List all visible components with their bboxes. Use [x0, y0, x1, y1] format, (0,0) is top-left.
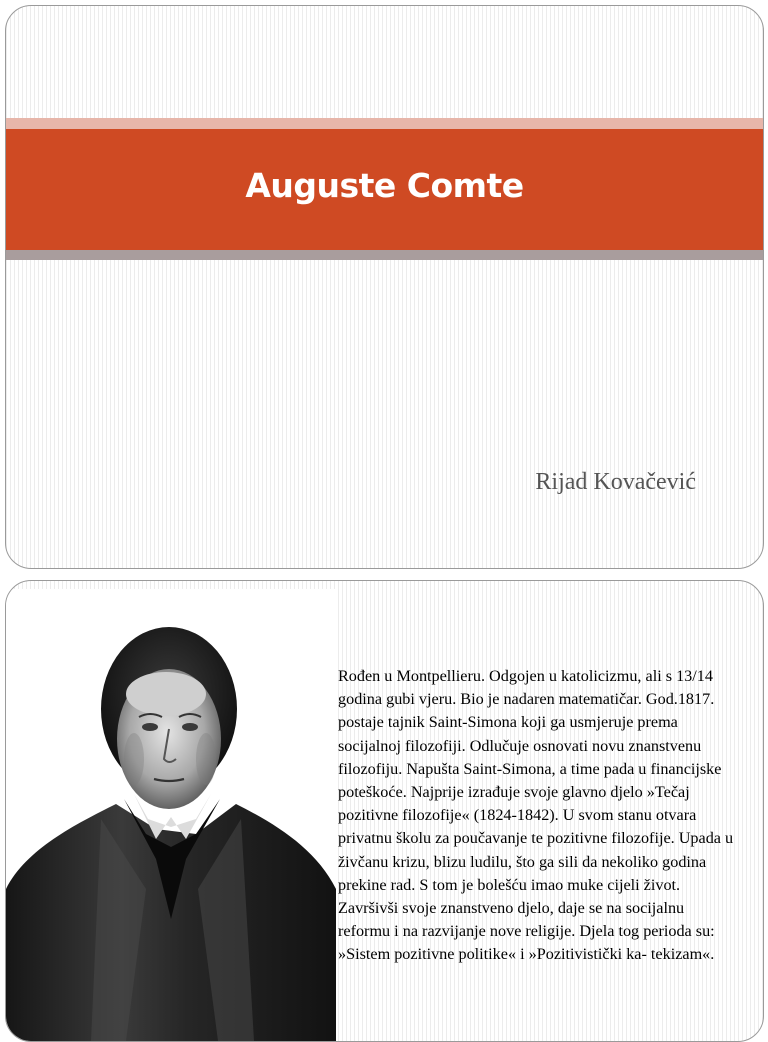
title-slide — [5, 5, 764, 569]
biography-slide — [5, 580, 764, 1042]
author-name: Rijad Kovačević — [535, 469, 696, 495]
portrait-image — [6, 589, 336, 1041]
slide-title: Auguste Comte — [245, 166, 524, 205]
title-band-top-stripe — [6, 118, 763, 129]
title-band-bottom-stripe — [6, 250, 763, 260]
portrait-drawing — [6, 589, 336, 1041]
biography-text: Rođen u Montpellieru. Odgojen u katolicizmu, ali s 13/14 godina gubi vjeru. Bio je nadaren matematičar. God.1817. postaje tajnik Saint-Simona koji ga usmjeruje prema socijalnoj filozofiji. Odlučuje osnovati novu znanstvenu filozofiju. Napušta Saint-Simona, a time pada u financijske poteškoće. Najprije izrađuje svoje glavno djelo »Tečaj pozitivne filozofije« (1824-1842). U svom stanu otvara privatnu školu za poučavanje te pozitivne filozofije. Upada u živčanu krizu, blizu ludilu, što ga sili da nekoliko godina prekine rad. S tom je bolešću imao muke cijeli život. Završivši svoje znanstveno djelo, daje se na socijalnu reformu i na razvijanje nove religije. Djela tog perioda su: »Sistem pozitivne politike« i »Pozitivistički ka- tekizam«. — [338, 667, 734, 964]
